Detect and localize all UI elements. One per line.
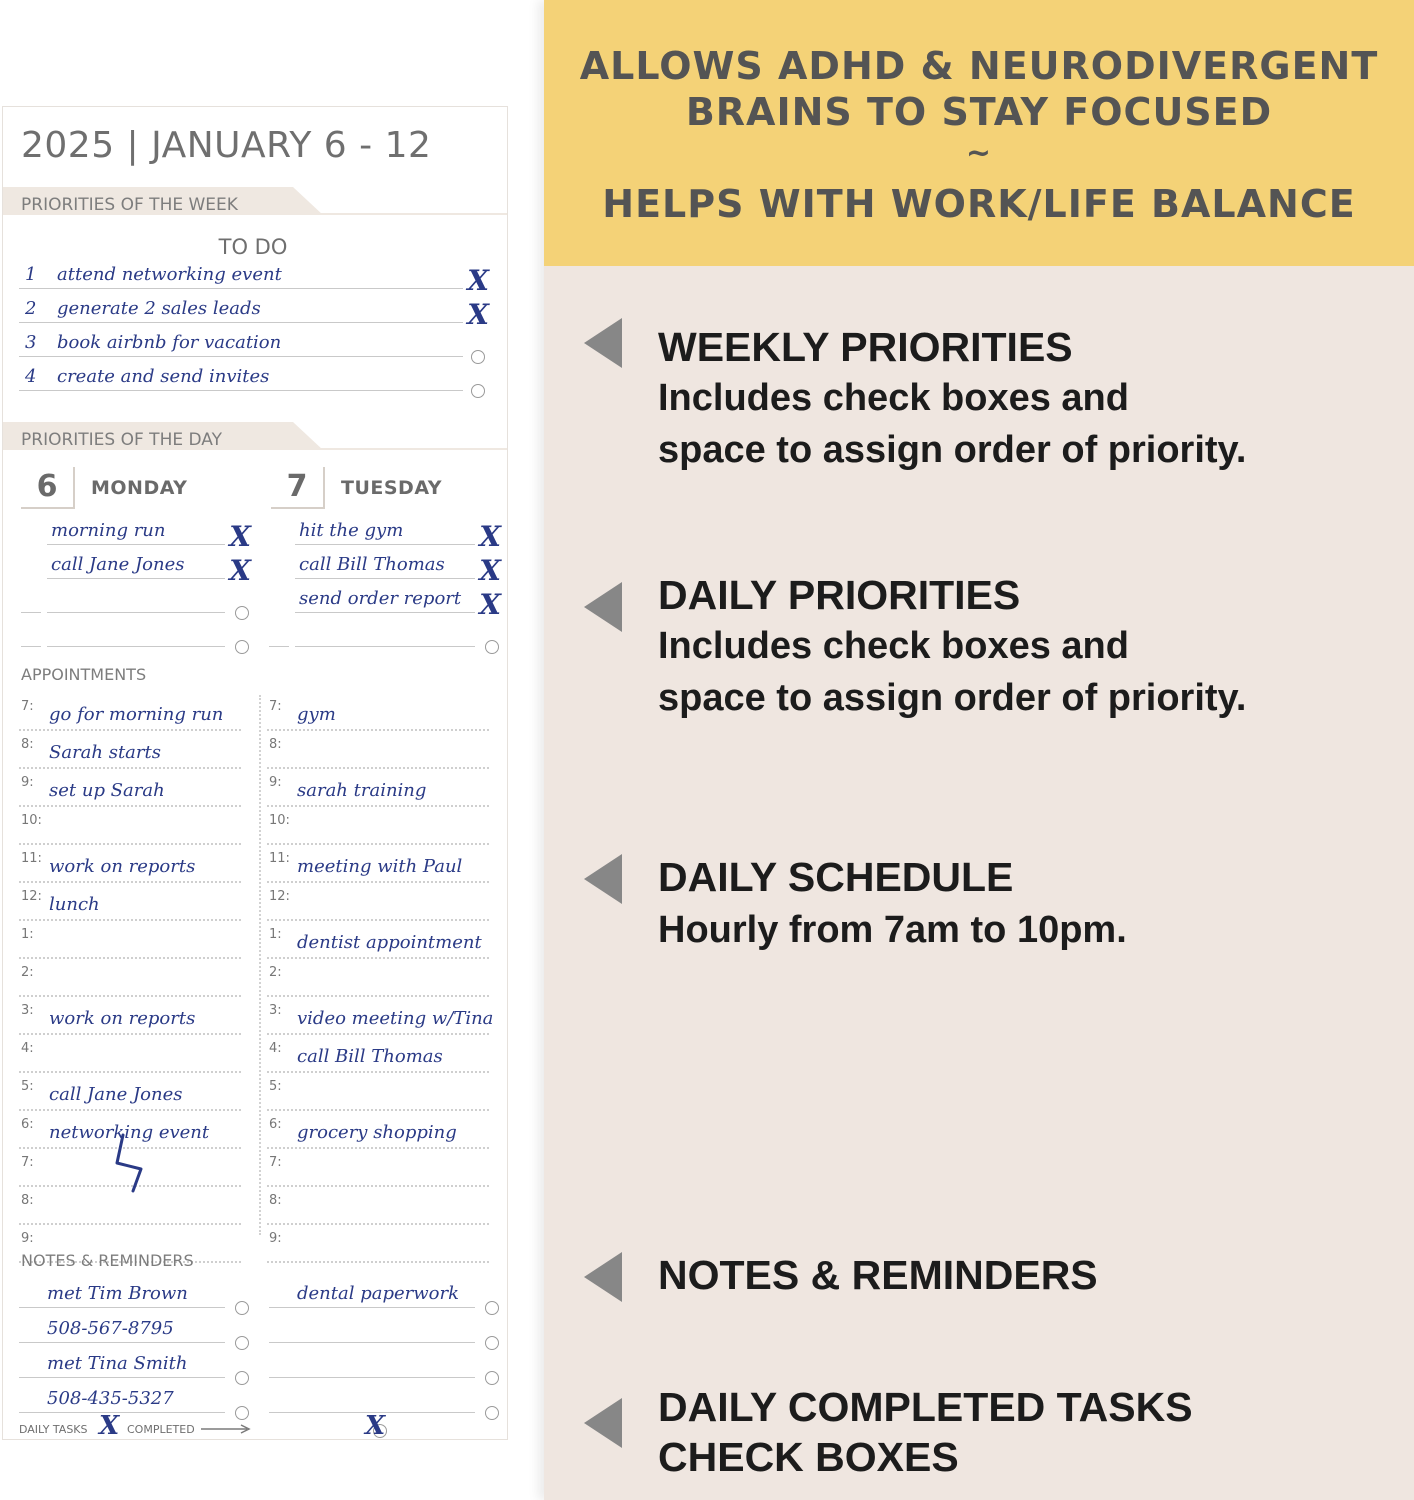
hour-label: 7: (21, 1155, 34, 1170)
appointment-slot[interactable] (267, 921, 489, 959)
appointment-slot[interactable] (267, 1035, 489, 1073)
checked-x-icon[interactable]: X (365, 1411, 386, 1440)
todo-text: attend networking event (57, 264, 282, 285)
todo-row (19, 357, 489, 391)
appointments-label: APPOINTMENTS (21, 665, 147, 684)
banner-line-3: HELPS WITH WORK/LIFE BALANCE (602, 182, 1356, 226)
todo-number: 3 (25, 332, 37, 353)
hour-label: 8: (21, 1193, 34, 1208)
appointment-text: Sarah starts (49, 742, 161, 763)
day-priority-row (269, 579, 501, 621)
hour-label: 7: (21, 699, 34, 714)
week-section-label: PRIORITIES OF THE WEEK (21, 195, 238, 215)
feature-body-line: space to assign order of priority. (658, 429, 1247, 471)
banner-line-1: ALLOWS ADHD & NEURODIVERGENT (579, 44, 1379, 88)
day-priority-row (21, 511, 251, 553)
appointment-slot[interactable] (19, 731, 241, 769)
todo-number: 1 (25, 264, 37, 285)
note-row (269, 1343, 501, 1378)
appointment-slot[interactable] (19, 1073, 241, 1111)
hour-label: 3: (21, 1003, 34, 1018)
appointment-text: meeting with Paul (297, 856, 463, 877)
feature-weekly-priorities (584, 318, 1384, 488)
feature-title: DAILY SCHEDULE (658, 854, 1014, 900)
hour-label: 4: (21, 1041, 34, 1056)
feature-title: DAILY COMPLETED TASKS (658, 1384, 1193, 1430)
hour-label: 10: (21, 813, 42, 828)
appointments-tuesday (267, 693, 494, 1263)
hour-label: 4: (269, 1041, 282, 1056)
feature-daily-priorities (584, 572, 1384, 752)
todo-row (19, 323, 489, 357)
appointment-slot[interactable] (19, 769, 241, 807)
planner-page (2, 106, 508, 1440)
hour-label: 10: (269, 813, 290, 828)
banner-tilde: ~ (965, 136, 993, 171)
priority-text: hit the gym (299, 520, 404, 541)
appointment-text: set up Sarah (49, 780, 165, 801)
priority-text: send order report (299, 588, 462, 609)
appointment-slot[interactable] (19, 1035, 241, 1073)
priority-text: call Jane Jones (51, 554, 185, 575)
todo-number: 2 (25, 298, 37, 319)
appointment-slot[interactable] (267, 693, 489, 731)
todo-row (19, 255, 489, 297)
appointment-slot[interactable] (267, 1111, 489, 1149)
appointment-text: sarah training (297, 780, 427, 801)
hour-label: 6: (269, 1117, 282, 1132)
feature-title: NOTES & REMINDERS (658, 1252, 1098, 1298)
appointment-text: dentist appointment (297, 932, 482, 953)
day-name: TUESDAY (341, 477, 442, 499)
day-priority-row (269, 511, 501, 553)
feature-title: DAILY PRIORITIES (658, 572, 1021, 618)
hour-label: 3: (269, 1003, 282, 1018)
appointment-text: work on reports (49, 1008, 196, 1029)
appointment-slot[interactable] (267, 845, 489, 883)
note-row (19, 1378, 251, 1413)
pointer-arrow-icon (584, 854, 622, 904)
day-priority-row (269, 545, 501, 587)
todo-text: create and send invites (57, 366, 270, 387)
appointment-slot[interactable] (267, 807, 489, 845)
note-checkbox[interactable] (485, 1406, 499, 1420)
feature-title-line-2: CHECK BOXES (658, 1434, 959, 1480)
completed-label: COMPLETED (127, 1423, 195, 1436)
checked-x-icon[interactable]: X (467, 298, 489, 331)
priority-checkbox[interactable] (235, 640, 249, 654)
todo-text: book airbnb for vacation (57, 332, 282, 353)
appointment-slot[interactable] (267, 769, 489, 807)
todo-heading: TO DO (218, 235, 288, 259)
todo-rule (19, 390, 463, 391)
appointment-text: lunch (49, 894, 100, 915)
priority-text: morning run (51, 520, 166, 541)
hour-label: 1: (269, 927, 282, 942)
note-row (269, 1308, 501, 1343)
day-header-tuesday (271, 467, 491, 511)
note-text: 508-435-5327 (47, 1388, 174, 1409)
feature-daily-completed-tasks (584, 1384, 1384, 1498)
note-row (19, 1308, 251, 1343)
appointment-slot[interactable] (267, 1073, 489, 1111)
hour-label: 9: (269, 1231, 282, 1246)
hour-label: 5: (21, 1079, 34, 1094)
appointment-slot[interactable] (267, 731, 489, 769)
notes-label: NOTES & REMINDERS (21, 1251, 194, 1270)
hour-label: 11: (269, 851, 290, 866)
todo-row (19, 289, 489, 331)
todo-checkbox[interactable] (471, 384, 485, 398)
feature-body-line: Includes check boxes and (658, 377, 1129, 419)
banner-line-2: BRAINS TO STAY FOCUSED (685, 90, 1273, 134)
appointment-slot[interactable] (267, 883, 489, 921)
feature-title: WEEKLY PRIORITIES (658, 324, 1073, 370)
hour-label: 8: (21, 737, 34, 752)
day-number: 6 (21, 467, 75, 509)
feature-body-line: space to assign order of priority. (658, 677, 1247, 719)
day-priority-row (21, 579, 251, 613)
feature-body-line: Hourly from 7am to 10pm. (658, 909, 1127, 951)
hour-label: 11: (21, 851, 42, 866)
note-text: 508-567-8795 (47, 1318, 174, 1339)
note-row (19, 1343, 251, 1378)
day-number: 7 (271, 467, 325, 509)
hour-label: 12: (21, 889, 42, 904)
hour-label: 9: (269, 775, 282, 790)
checked-x-icon[interactable]: X (479, 588, 501, 621)
appointment-slot[interactable] (19, 883, 241, 921)
feature-panel (544, 0, 1414, 1500)
day-section-label: PRIORITIES OF THE DAY (21, 430, 222, 450)
column-divider (259, 695, 261, 1235)
note-text: met Tim Brown (47, 1283, 188, 1304)
appointment-text: grocery shopping (297, 1122, 457, 1143)
appointment-text: go for morning run (49, 704, 224, 725)
checked-x-icon[interactable]: X (479, 520, 501, 553)
feature-daily-schedule (584, 854, 1384, 964)
squiggle-arrow-icon (111, 1133, 151, 1193)
hour-label: 9: (21, 775, 34, 790)
note-text: met Tina Smith (47, 1353, 188, 1374)
appointment-slot[interactable] (267, 1187, 489, 1225)
appointment-slot[interactable] (19, 959, 241, 997)
checked-x-icon[interactable]: X (467, 264, 489, 297)
hour-label: 2: (269, 965, 282, 980)
appointment-text: networking event (49, 1122, 210, 1143)
appointment-slot[interactable] (19, 845, 241, 883)
checked-x-icon[interactable]: X (99, 1411, 120, 1440)
hour-label: 1: (21, 927, 34, 942)
checked-x-icon[interactable]: X (229, 554, 251, 587)
note-checkbox[interactable] (235, 1406, 249, 1420)
pointer-arrow-icon (584, 1398, 622, 1448)
appointment-text: call Jane Jones (49, 1084, 183, 1105)
appointment-text: gym (297, 704, 336, 725)
appointment-slot[interactable] (19, 807, 241, 845)
appointment-text: call Bill Thomas (297, 1046, 443, 1067)
priority-rule (47, 646, 225, 647)
appointment-slot[interactable] (19, 997, 241, 1035)
appointment-slot[interactable] (267, 1225, 489, 1263)
note-rule (19, 1412, 225, 1413)
priority-text: call Bill Thomas (299, 554, 445, 575)
day-priority-row (269, 613, 501, 647)
pointer-arrow-icon (584, 582, 622, 632)
note-row (269, 1273, 501, 1308)
priority-number-line (21, 646, 41, 647)
hour-label: 7: (269, 1155, 282, 1170)
checked-x-icon[interactable]: X (229, 520, 251, 553)
note-row (269, 1378, 501, 1413)
hour-label: 5: (269, 1079, 282, 1094)
appointment-slot[interactable] (267, 1149, 489, 1187)
planner-title: 2025 | JANUARY 6 - 12 (21, 125, 432, 166)
appointment-slot[interactable] (267, 959, 489, 997)
note-row (19, 1273, 251, 1308)
appointment-text: video meeting w/Tina (297, 1008, 494, 1029)
appointment-slot[interactable] (267, 997, 494, 1035)
hour-label: 12: (269, 889, 290, 904)
hour-label: 2: (21, 965, 34, 980)
day-name: MONDAY (91, 477, 188, 499)
hour-label: 8: (269, 737, 282, 752)
hour-label: 9: (21, 1231, 34, 1246)
pointer-arrow-icon (584, 1252, 622, 1302)
pointer-arrow-icon (584, 318, 622, 368)
hour-label: 6: (21, 1117, 34, 1132)
headline-banner (544, 0, 1414, 266)
arrow-right-icon (201, 1423, 251, 1435)
daily-tasks-label: DAILY TASKS (19, 1423, 88, 1436)
checked-x-icon[interactable]: X (479, 554, 501, 587)
hour-label: 7: (269, 699, 282, 714)
appointment-text: work on reports (49, 856, 196, 877)
todo-number: 4 (25, 366, 37, 387)
priority-number-line (269, 646, 289, 647)
day-priority-row (21, 545, 251, 587)
priority-checkbox[interactable] (485, 640, 499, 654)
feature-notes-reminders (584, 1252, 1384, 1312)
feature-body-line: Includes check boxes and (658, 625, 1129, 667)
appointment-slot[interactable] (19, 921, 241, 959)
priority-rule (295, 646, 475, 647)
hour-label: 8: (269, 1193, 282, 1208)
todo-text: generate 2 sales leads (57, 298, 261, 319)
note-text: dental paperwork (297, 1283, 459, 1304)
day-header-monday (21, 467, 241, 511)
day-priority-row (21, 613, 251, 647)
appointment-slot[interactable] (19, 693, 241, 731)
